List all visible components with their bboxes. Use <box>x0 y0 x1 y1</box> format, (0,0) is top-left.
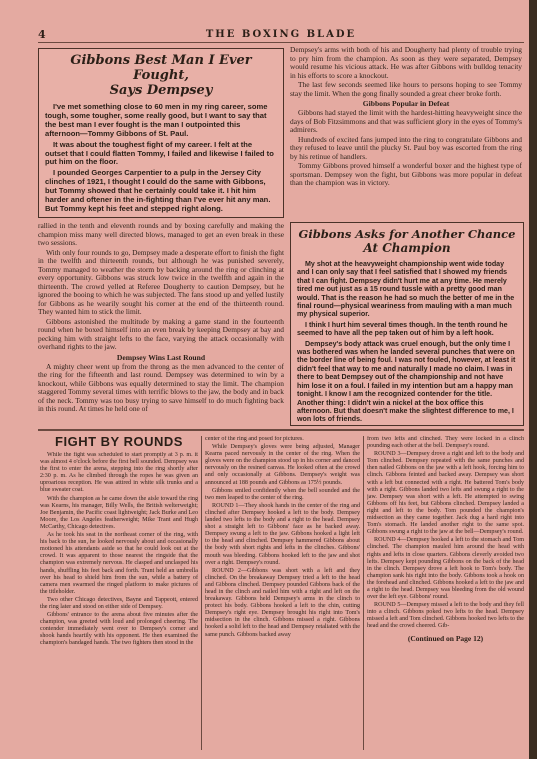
rounds-column-2 <box>205 436 360 752</box>
article-paragraph: Gibbons had stayed the limit with the hardest-hitting heavyweight since the days of Bob Fitzsimmons and that was sufficient glory in the eyes of Tommy's admirers. <box>290 108 522 134</box>
gibbons-quote-box <box>290 222 524 426</box>
gibbons-quote-paragraph: I think I hurt him several times though. In the tenth round he seemed to have all the pep taken out of him by a left hook. <box>297 320 508 338</box>
rounds-paragraph: ROUND 2—Gibbons was short with a left and they clinched. On the breakaway Dempsey tried a left to the head and Gibbons clinched. Dempsey pounded Gibbons back of the head in the clinch and nailed him with a right and left on the breakaway. Gibbons held Dempsey's arms in the clinch to protect his body. Gibbons hooked a left to the chin, cutting Dempsey's right eye. Dempsey brought his right into Tom's midsection in the clinch. Gibbons missed a right. Gibbons hooked a solid left to the head and Dempsey retaliated with the same punch. Gibbons backed away <box>205 567 360 638</box>
rounds-paragraph: While Dempsey's gloves were being adjusted, Manager Kearns paced nervously in the center of the ring. When the gloves were on the champion stood up in his corner and danced nervously on the resined canvas. He looked often at the crowd and only occasionally at Gibbons. Dempsey's weight was announced at 188 pounds and Gibbons as 175½ pounds. <box>205 444 360 486</box>
gibbons-quote-title-1: Gibbons Asks for Another Chance <box>298 227 516 241</box>
dempsey-quote-paragraph: I pounded Georges Carpentier to a pulp in the Jersey City clinches of 1921, I thought I could do the same with Gibbons, but Tommy showed that he certainly could take it. I hit him harder and oftener in the in-fighting than I've ever hit any man. But Tommy kept his feet and stepped right along. <box>45 168 271 213</box>
rounds-paragraph: Gibbons smiled confidently when the bell sounded and the two men leaped to the center of the ring. <box>205 487 360 501</box>
continued-notice: (Continued on Page 12) <box>407 633 484 643</box>
column-divider <box>363 436 364 750</box>
article-paragraph: The last few seconds seemed like hours to persons hoping to see Tommy stay the limit. When the gong finally sounded a great cheer broke forth. <box>290 80 522 98</box>
rounds-paragraph: ROUND 5—Dempsey missed a left to the body and they fell into a clinch. Gibbons poked two lefts to the head. Dempsey missed a left and Tom clinched. Gibbons hooked two lefts to the head and the crowd cheered. Gib- <box>367 602 524 630</box>
page-header <box>38 28 524 43</box>
rounds-paragraph: As he took his seat in the northeast corner of the ring, with his back to the sun, he looked nervously about and occasionally motioned his attendants aside so that he could look out at the crowd. It was apparent to those nearest the ringside that the champion was extremely nervous. He clasped and unclasped his hands, shuffling his feet back and forth. Trant held an umbrella over his head to shield him from the sun, while a battery of camera men swarmed the ringed platform to make pictures of the titleholder. <box>40 532 198 595</box>
dempsey-quote-title-1: Gibbons Best Man I Ever Fought, <box>70 53 252 83</box>
page-number: 4 <box>38 28 46 41</box>
masthead: THE BOXING BLADE <box>205 29 357 40</box>
gibbons-quote-paragraph: My shot at the heavyweight championship went wide today and I can only say that I feel satisfied that I showed my friends that I can fight. Dempsey didn't hurt me at any time. He merely tired me out just as a 15 round tussle with a pretty good man would. That is the reason he had so much the better of me in the final round—physical weariness from mauling with a man much my physical superior. <box>297 260 515 319</box>
rounds-column-3 <box>367 436 524 752</box>
article-paragraph: With only four rounds to go, Dempsey made a desperate effort to finish the fight in the twelfth and thirteenth rounds, but although he was punished severely, Tommy managed to weather the storm by backing around the ring or clinching at every opportunity. Gibbons was struck low twice in the twelfth and again in the thirteenth. The crowd yelled at Referee Dougherty to caution Dempsey, but he ignored the booing to which he was subjected. The fans stood up and yelled lustily for Gibbons as he wearily sought his corner at the end of the thirteenth round. They wanted him to stick the limit. <box>38 247 284 316</box>
article-column-mid-left <box>38 222 284 426</box>
article-paragraph: A mighty cheer went up from the throng as the men advanced to the center of the ring for the fifteenth and last round. Dempsey was determined to win by a knockout, while Gibbons was equally determined to stay the limit. The champion staggered Tommy several times with terrific blows to the jaw, the body and in back of the neck. Tommy was too busy trying to save himself to do much fighting back in this round. At times he held one of <box>38 361 284 413</box>
dempsey-quote-title-2: Says Dempsey <box>109 83 213 98</box>
article-paragraph: rallied in the tenth and eleventh rounds and by boxing carefully and making the champion miss many well directed blows, managed to get an even break in these two sessions. <box>38 222 284 247</box>
column-divider <box>201 436 202 750</box>
rounds-paragraph: ROUND 3—Dempsey drove a right and left to the body and Tom clinched. Dempsey repeated with the same punches and then nailed Gibbons on the jaw with a left hook, forcing him to clinch. Gibbons feinted and backed away. Dempsey was short with a left but connected with a right. He battered Tom's body with a right. Gibbons landed two lefts and swung a right to the jaw. Dempsey was short with a left. He attempted to swing Gibbons off his feet, but Gibbons clinched. Dempsey landed a right and left to the body. Tom pounded the champion's midsection as they came together. Jack dug a hard right into Tom's stomach. He landed another right to the same spot. Gibbons swung a right to the jaw at the bell—Dempsey's round. <box>367 451 524 536</box>
gibbons-quote-paragraph: Dempsey's body attack was cruel enough, but the only time I was bothered was when he landed several punches that were on the border line of being foul. I was not fouled, however, at least it didn't feel that way to me and naturally I made no claim. I was in there to beat Dempsey out of the championship and not have him lose it on a foul. I failed in my intention but am a happy man tonight. I know I am the recognized contender for the title. Another thing: I didn't win a nickel at the box office this afternoon. But that doesn't make the slightest difference to me, I won lots of friends. <box>297 339 516 424</box>
dempsey-quote-box <box>38 48 284 218</box>
rounds-paragraph: With the champion as he came down the aisle toward the ring was Kearns, his manager, Billy Wells, the British welterweight; Joe Benjamin, the Pacific coast lightweight; Jack Burke and Leo Moore, the Los Angeles featherweight; Mike Trant and Hugh McCarthy, Chicago detectives. <box>40 495 198 530</box>
article-paragraph: Dempsey's arms with both of his and Dougherty had plenty of trouble trying to pry him from the champion. As soon as they were separated, Dempsey would resume his vicious attack. He was after Gibbons with bulldog tenacity in his efforts to score a knockout. <box>290 46 522 80</box>
section-divider <box>38 429 524 431</box>
rounds-paragraph: ROUND 4—Dempsey hooked a left to the stomach and Tom clinched. The champion mauled him around the head with rights and lefts in close quarters. Gibbons cleverly avoided two lefts. Dempsey kept pounding Gibbons on the back of the head in the clinch. Dempsey drove a left hook to Tom's body. The champion sank his right into the body. Gibbons took a hook on the forehead and clinched. Gibbons hooked a left to the jaw and a right to the head. Dempsey was bleeding from the old wound over the left eye. Gibbons' round. <box>367 537 524 601</box>
subhead-last-round: Dempsey Wins Last Round <box>116 352 206 362</box>
article-paragraph: Gibbons astonished the multitude by making a game stand in the fourteenth round when he boxed himself into an even break by keeping Dempsey at bay and pecking him with straight lefts to the face, varying the attack occasionally with overhand rights to the jaw. <box>38 316 284 351</box>
fight-by-rounds-title: FIGHT BY ROUNDS <box>55 434 183 449</box>
rounds-column-1 <box>40 452 198 752</box>
dempsey-quote-paragraph: I've met something close to 60 men in my ring career, some tough, some tougher, some really good, but I want to say that the best man I ever fought is the man I outpointed this afternoon—Tommy Gibbons of St. Paul. <box>45 102 268 138</box>
rounds-paragraph: center of the ring and posed for pictures. <box>205 436 304 442</box>
article-column-top-right <box>290 46 522 218</box>
dempsey-quote-paragraph: It was about the toughest fight of my career. I felt at the outset that I could flatten Tommy, I failed and likewise I failed to put him on the floor. <box>45 139 274 167</box>
gibbons-quote-title-2: At Champion <box>363 241 451 255</box>
rounds-paragraph: While the fight was scheduled to start promptly at 3 p. m. it was almost 4 o'clock before the first bell sounded. Dempsey was the first to enter the arena, stepping into the ring shortly after 2:30 p. m. As he climbed through the ropes he was given an uproarious reception. He was attired in white silk trunks and a blue sweater coat. <box>40 452 198 494</box>
article-paragraph: Hundreds of excited fans jumped into the ring to congratulate Gibbons and they refused to leave until the plucky St. Paul boy was escorted from the ring by his retinue of handlers. <box>290 134 522 161</box>
rounds-paragraph: Gibbons' entrance to the arena about five minutes after the champion, was greeted with loud and prolonged cheering. The contender immediately went over to Dempsey's corner and shook hands heartily with his opponent. He then examined the champion's bandaged hands. The two fighters then stood in the <box>40 612 198 647</box>
article-paragraph: Tommy Gibbons proved himself a wonderful boxer and the highest type of sportsman. Dempsey won the fight, but Gibbons was more popular in defeat than the champion was in victory. <box>290 161 522 187</box>
binding-edge <box>529 0 537 759</box>
rounds-paragraph: Two other Chicago detectives, Bayne and Tappeott, entered the ring later and stood on either side of Dempsey. <box>40 596 198 610</box>
subhead-popular-in-defeat: Gibbons Popular in Defeat <box>362 99 450 108</box>
rounds-paragraph: ROUND 1—They shook hands in the center of the ring and clinched after Dempsey hooked a left to the body. Dempsey landed two lefts to the body and a right to the head. Dempsey shot a straight left to Gibbons' face as he backed away. Dempsey swung a left to the jaw. Gibbons hooked a light left to the head and clinched. Dempsey hammered Gibbons about the body with short rights and lefts in the clinches. Gibbons' mouth was bleeding. Gibbons hooked left to the jaw and shot over a right. Dempsey's round. <box>205 502 360 566</box>
rounds-paragraph: from two lefts and clinched. They were locked in a clinch pounding each other at the bell. Dempsey's round. <box>367 436 524 450</box>
